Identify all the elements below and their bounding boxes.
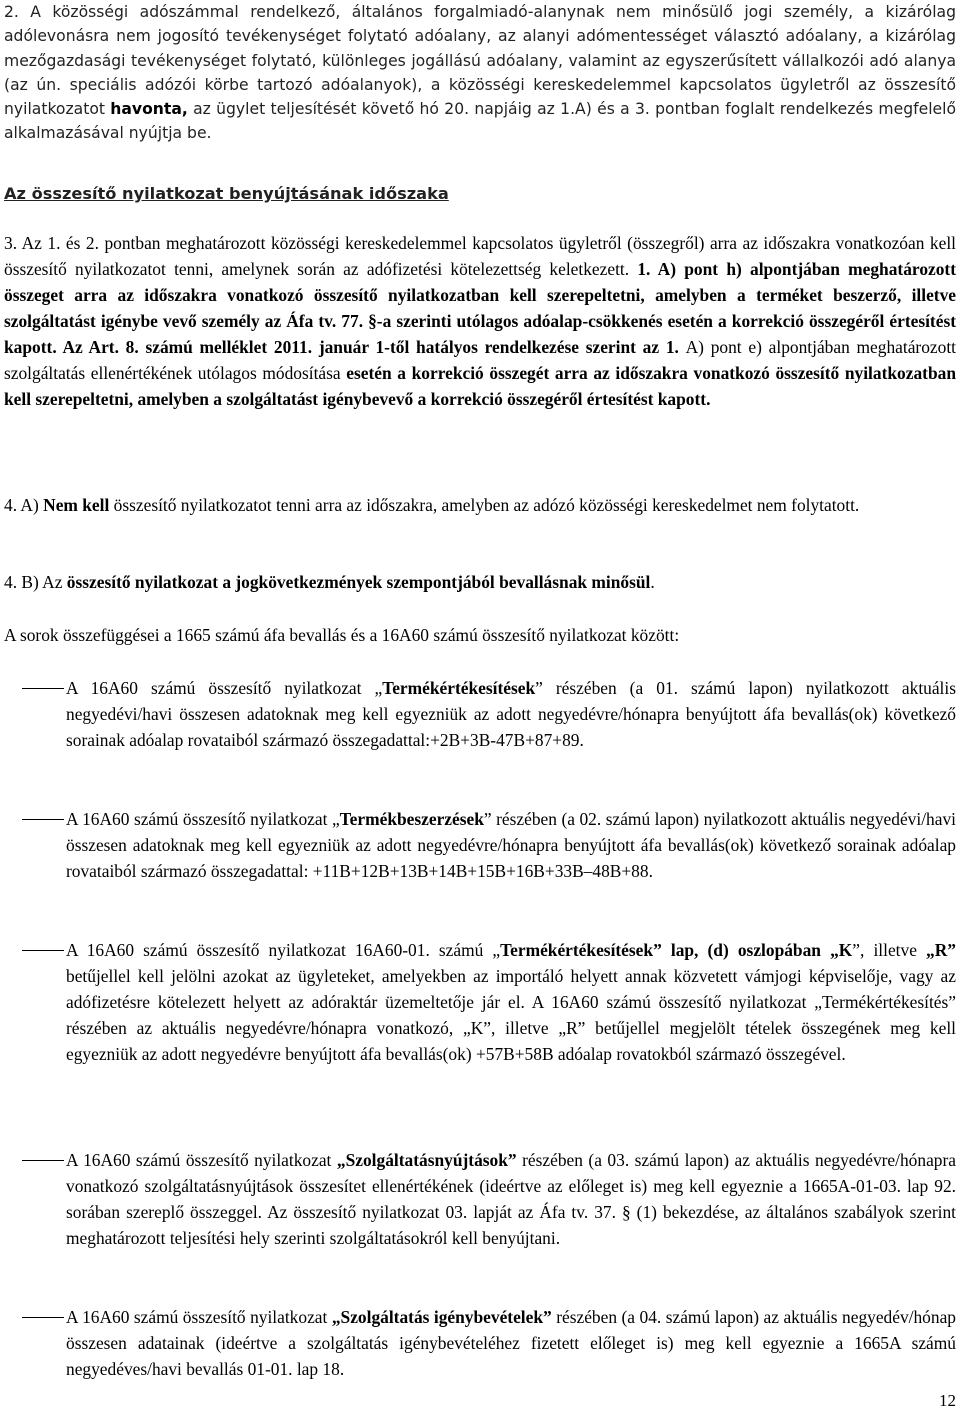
list-item [4, 1304, 956, 1382]
list-item-text-2: részében (a 04. számú lapon) az aktuális negyedév/hónap összesen adatainak (ideértve a szolgáltatás igénybevételéhez fizetett előleget is) meg kell egyeznie a 1665A számú negyedéves/havi bevallás 01-01. lap 18. [66, 1307, 956, 1379]
section-4a-paragraph [4, 492, 956, 518]
section-3-paragraph [4, 230, 956, 412]
list-item-bold: Termékértékesítések [382, 678, 536, 698]
section-3-bold-2: esetén a korrekció összegét arra az időszakra vonatkozó összesítő nyilatkozatban kell szerepeltetni, amelyben a szolgáltatást igénybevevő a korrekció összegéről értesítést kapott. [4, 363, 956, 409]
dash-bullet [22, 1317, 64, 1318]
list-item-text-3: betűjellel kell jelölni azokat az ügyleteket, amelyekben az importáló helyett annak közvetett vámjogi képviselője, vagy az adófizetésre kötelezett helyett az adóraktár üzemeltetője jár el. A 16A60 számú összesítő nyilatkozat „Termékértékesítés” részében az aktuális negyedévre/hónapra vonatkozó, „K”, illetve „R” betűjellel megjelölt tételek összegének meg kell egyezniük az adott negyedévre benyújtott áfa bevallás(ok) +57B+58B adóalap rovatokból származó összegével. [66, 966, 956, 1064]
section-3-text: 3. Az 1. és 2. pontban meghatározott közösségi kereskedelemmel kapcsolatos ügyletről (összegről) arra az időszakra vonatkozóan kell összesítő nyilatkozatot tenni, amelynek során az adófizetési kötelezettség keletkezett. [4, 233, 956, 279]
section-4a-text: 4. A) [4, 495, 44, 515]
list-item-bold: Termékbeszerzések [339, 809, 484, 829]
section-3-text-2: A) pont e) alpontjában meghatározott szolgáltatás ellenértékének utólagos módosítása [4, 337, 956, 383]
section-4a-bold: Nem kell [43, 495, 110, 515]
list-item-text: A 16A60 számú összesítő nyilatkozat [66, 1307, 332, 1327]
list-item-text-2: ” részében (a 01. számú lapon) nyilatkozott aktuális negyedévi/havi összesen adatoknak meg kell egyezniük az adott negyedévre/hónapra benyújtott áfa bevallás(ok) következő sorainak adóalap rovataiból származó összegadattal:+2B+3B-47B+87+89. [66, 678, 956, 750]
intro-text-end: az ügylet teljesítését követő hó 20. napjáig az 1.A) és a 3. pontban foglalt rendelkezés megfelelő alkalmazásával nyújtja be. [4, 100, 956, 143]
section-4b-text-2: . [650, 572, 655, 592]
list-item-bold: Termékértékesítések” lap, (d) oszlopában „K [500, 940, 853, 960]
list-item [4, 675, 956, 753]
list-item [4, 1147, 956, 1251]
dash-bullet [22, 1160, 64, 1161]
intro-text: 2. A közösségi adószámmal rendelkező, általános forgalmiadó-alanynak nem minősülő jogi személy, a kizárólag adólevonásra nem jogosító tevékenységet folytató adóalany, az alanyi adómentességet választó adóalany, a kizárólag mezőgazdasági tevékenységet folytató, különleges jogállású adóalany, valamint az egyszerűsített vállalkozói adó alanya (az ún. speciális adózói körbe tartozó adóalanyok), a közösségi kereskedelemmel kapcsolatos ügyletről az összesítő nyilatkozatot [4, 3, 956, 119]
list-item-text: A 16A60 számú összesítő nyilatkozat „ [66, 809, 340, 829]
section-4b-paragraph [4, 569, 956, 595]
section-4a-text-2: összesítő nyilatkozatot tenni arra az időszakra, amelyben az adózó közösségi kereskedelmet nem folytatott. [109, 495, 860, 515]
list-item-bold: „Szolgáltatásnyújtások” [336, 1150, 517, 1170]
intro-paragraph [4, 0, 956, 146]
section-4b-text: 4. B) Az [4, 572, 67, 592]
section-heading: Az összesítő nyilatkozat benyújtásának időszaka [4, 184, 449, 203]
dash-bullet [22, 819, 64, 820]
dash-bullet [22, 950, 64, 951]
list-item-text-2: ” részében (a 02. számú lapon) nyilatkozott aktuális negyedévi/havi összesen adatoknak meg kell egyezniük az adott negyedévre/hónapra benyújtott áfa bevallás(ok) következő sorainak adóalap rovataiból származó összegadattal: +11B+12B+13B+14B+15B+16B+33B–48B+88. [66, 809, 956, 881]
list-item-text: A 16A60 számú összesítő nyilatkozat 16A60-01. számú „ [66, 940, 501, 960]
dash-bullet [22, 688, 64, 689]
relations-paragraph: A sorok összefüggései a 1665 számú áfa bevallás és a 16A60 számú összesítő nyilatkozat között: [4, 625, 680, 645]
list-item-text: A 16A60 számú összesítő nyilatkozat [66, 1150, 337, 1170]
intro-bold-havonta: havonta, [110, 100, 188, 119]
section-4b-bold: összesítő nyilatkozat a jogkövetkezmények szempontjából bevallásnak minősül [66, 572, 651, 592]
list-item-bold-2: „R” [926, 940, 956, 960]
list-item [4, 806, 956, 884]
page-number: 12 [939, 1391, 956, 1410]
list-item-text-2: részében (a 03. számú lapon) az aktuális negyedévre/hónapra vonatkozó szolgáltatásnyújtások összesítet ellenértékének (ideértve az előleget is) meg kell egyeznie a 1665A-01-03. lap 92. sorában szereplő összeggel. Az összesítő nyilatkozat 03. lapját az Áfa tv. 37. § (1) bekezdése, az általános szabályok szerint meghatározott teljesítési hely szerinti szolgáltatásokról kell benyújtani. [66, 1150, 956, 1248]
list-item-text: A 16A60 számú összesítő nyilatkozat „ [66, 678, 383, 698]
list-item-bold: „Szolgáltatás igénybevételek” [331, 1307, 552, 1327]
section-3-bold: 1. A) pont h) alpontjában meghatározott összeget arra az időszakra vonatkozó összesítő nyilatkozatban kell szerepeltetni, amelyben a terméket beszerző, illetve szolgáltatást igénybe vevő személy az Áfa tv. 77. §-a szerinti utólagos adóalap-csökkenés esetén a korrekció összegéről értesítést kapott. Az Art. 8. számú melléklet 2011. január 1-től hatályos rendelkezése szerint az 1. [4, 259, 957, 357]
list-item [4, 937, 956, 1067]
list-item-text-2: ”, illetve [852, 940, 927, 960]
